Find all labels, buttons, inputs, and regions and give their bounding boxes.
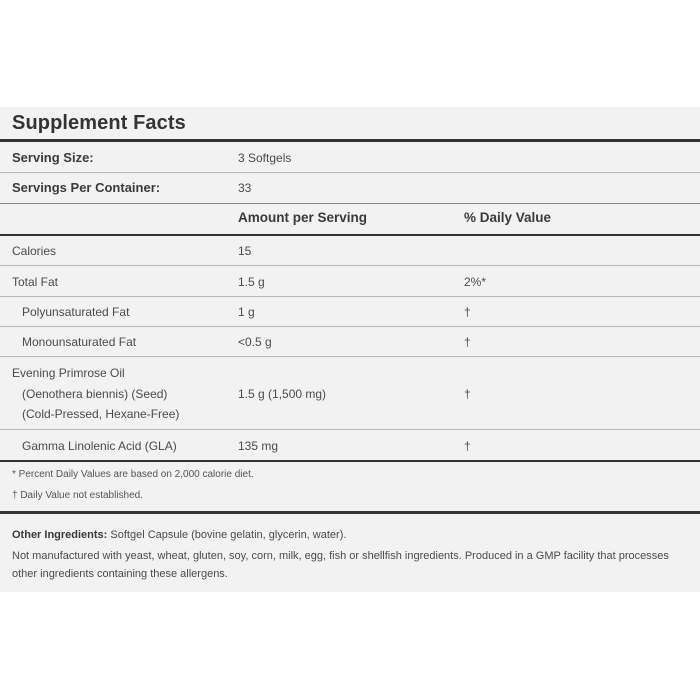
header-divider <box>0 234 700 236</box>
evening-primrose-oil-source: (Oenothera biennis) (Seed) <box>22 387 168 401</box>
title-divider <box>0 139 700 142</box>
daily-value-column-header: % Daily Value <box>464 210 552 225</box>
polyunsaturated-fat-amount: 1 g <box>238 305 255 319</box>
polyunsaturated-fat-daily-value: † <box>464 305 471 319</box>
gla-label: Gamma Linolenic Acid (GLA) <box>22 439 177 453</box>
percent-daily-value-footnote: * Percent Daily Values are based on 2,000 calorie diet. <box>12 469 254 480</box>
total-fat-divider <box>0 296 700 297</box>
evening-primrose-oil-label: Evening Primrose Oil <box>12 366 125 380</box>
total-fat-amount: 1.5 g <box>238 275 265 289</box>
daily-value-not-established-footnote: † Daily Value not established. <box>12 490 144 501</box>
calories-label: Calories <box>12 244 57 258</box>
evening-primrose-oil-divider <box>0 429 700 430</box>
evening-primrose-oil-daily-value: † <box>464 387 471 401</box>
gla-daily-value: † <box>464 439 471 453</box>
allergen-statement: Not manufactured with yeast, wheat, gluten, soy, corn, milk, egg, fish or shellfish ingredients. Produced in a GMP facility that processes other ingredients containing these allergens. <box>12 550 669 580</box>
serving-size-value: 3 Softgels <box>238 151 292 165</box>
amount-column-header: Amount per Serving <box>238 210 368 225</box>
monounsaturated-fat-divider <box>0 356 700 357</box>
servings-per-container-value: 33 <box>238 181 252 195</box>
calories-divider <box>0 265 700 266</box>
serving-size-divider <box>0 172 700 173</box>
total-fat-daily-value: 2%* <box>464 275 487 289</box>
monounsaturated-fat-label: Monounsaturated Fat <box>22 335 137 349</box>
servings-divider <box>0 203 700 204</box>
serving-size-label: Serving Size: <box>12 150 94 165</box>
polyunsaturated-fat-divider <box>0 326 700 327</box>
polyunsaturated-fat-label: Polyunsaturated Fat <box>22 305 130 319</box>
servings-per-container-label: Servings Per Container: <box>12 180 161 195</box>
total-fat-label: Total Fat <box>12 275 59 289</box>
other-ingredients-value: Softgel Capsule (bovine gelatin, glycerin, water). <box>107 529 347 541</box>
nutrients-bottom-divider <box>0 460 700 462</box>
other-ingredients-label: Other Ingredients: <box>12 529 108 541</box>
calories-amount: 15 <box>238 244 252 258</box>
other-ingredients <box>12 526 688 544</box>
evening-primrose-oil-process: (Cold-Pressed, Hexane-Free) <box>22 407 180 421</box>
monounsaturated-fat-amount: <0.5 g <box>238 335 272 349</box>
monounsaturated-fat-daily-value: † <box>464 335 471 349</box>
panel-title: Supplement Facts <box>12 112 186 134</box>
gla-amount: 135 mg <box>238 439 279 453</box>
evening-primrose-oil-amount: 1.5 g (1,500 mg) <box>238 387 327 401</box>
footnotes-divider <box>0 511 700 514</box>
